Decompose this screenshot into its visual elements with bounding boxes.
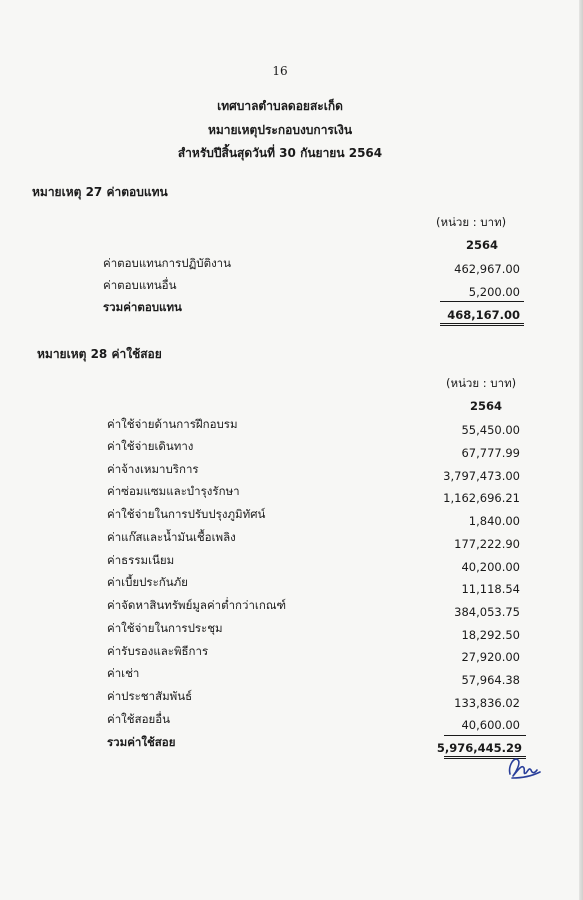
note27-item-label: ค่าตอบแทนอื่น [103, 278, 177, 292]
note28-title: หมายเหตุ 28 ค่าใช้สอย [37, 347, 162, 361]
note28-item-label: ค่าเบี้ยประกันภัย [107, 575, 188, 589]
note28-item-amount: 40,200.00 [461, 560, 520, 574]
note28-item-label: ค่าธรรมเนียม [107, 553, 175, 567]
note27-year: 2564 [466, 238, 499, 252]
note27-title: หมายเหตุ 27 ค่าตอบแทน [32, 185, 168, 199]
note28-item-amount: 27,920.00 [461, 650, 520, 664]
page-edge-shadow [579, 0, 583, 900]
header-period: สำหรับปีสิ้นสุดวันที่ 30 กันยายน 2564 [177, 146, 383, 160]
note28-item-amount: 67,777.99 [461, 446, 520, 460]
note28-item-amount: 40,600.00 [461, 718, 520, 732]
note27-total-amount: 468,167.00 [447, 308, 520, 322]
note28-unit: (หน่วย : บาท) [446, 376, 517, 390]
note27-item-amount: 462,967.00 [454, 262, 520, 276]
note27-total-label: รวมค่าตอบแทน [103, 300, 182, 314]
note28-item-amount: 3,797,473.00 [443, 469, 520, 483]
note28-item-label: ค่าใช้จ่ายเดินทาง [107, 439, 194, 453]
note28-item-label: ค่าใช้สอยอื่น [107, 712, 171, 726]
note28-item-label: ค่าใช้จ่ายในการปรับปรุงภูมิทัศน์ [107, 507, 266, 521]
note27-item-label: ค่าตอบแทนการปฏิบัติงาน [103, 256, 231, 270]
note27-unit: (หน่วย : บาท) [436, 215, 507, 229]
header-title: หมายเหตุประกอบงบการเงิน [207, 123, 353, 137]
note28-item-label: ค่าใช้จ่ายในการประชุม [107, 621, 223, 635]
note27-item-amount: 5,200.00 [468, 285, 520, 299]
note28-item-label: ค่าเช่า [107, 666, 140, 680]
note28-total-label: รวมค่าใช้สอย [107, 735, 176, 749]
note28-item-amount: 384,053.75 [454, 605, 520, 619]
note28-item-label: ค่าแก๊สและน้ำมันเชื้อเพลิง [107, 530, 236, 544]
subtotal-rule [440, 301, 524, 302]
note28-item-label: ค่าใช้จ่ายด้านการฝึกอบรม [107, 417, 238, 431]
note28-item-amount: 1,162,696.21 [443, 491, 520, 505]
note28-item-amount: 11,118.54 [461, 582, 520, 596]
note28-total-amount: 5,976,445.29 [436, 741, 522, 755]
signature-icon [504, 748, 544, 784]
note28-year: 2564 [470, 399, 503, 413]
note28-item-amount: 55,450.00 [461, 423, 520, 437]
note28-item-label: ค่ารับรองและพิธีการ [107, 644, 209, 658]
note28-item-label: ค่าจ้างเหมาบริการ [107, 462, 199, 476]
header-organization: เทศบาลตำบลดอยสะเก็ด [217, 99, 343, 113]
note28-item-label: ค่าซ่อมแซมและบำรุงรักษา [107, 484, 240, 498]
note28-item-amount: 57,964.38 [461, 673, 520, 687]
total-double-rule [440, 323, 524, 326]
note28-item-amount: 133,836.02 [454, 696, 520, 710]
note28-item-amount: 177,222.90 [454, 537, 520, 551]
page-number: 16 [272, 64, 288, 78]
note28-item-amount: 1,840.00 [468, 514, 520, 528]
note28-item-label: ค่าประชาสัมพันธ์ [107, 689, 193, 703]
subtotal-rule [444, 735, 526, 736]
note28-item-label: ค่าจัดหาสินทรัพย์มูลค่าต่ำกว่าเกณฑ์ [107, 598, 287, 612]
note28-item-amount: 18,292.50 [461, 628, 520, 642]
